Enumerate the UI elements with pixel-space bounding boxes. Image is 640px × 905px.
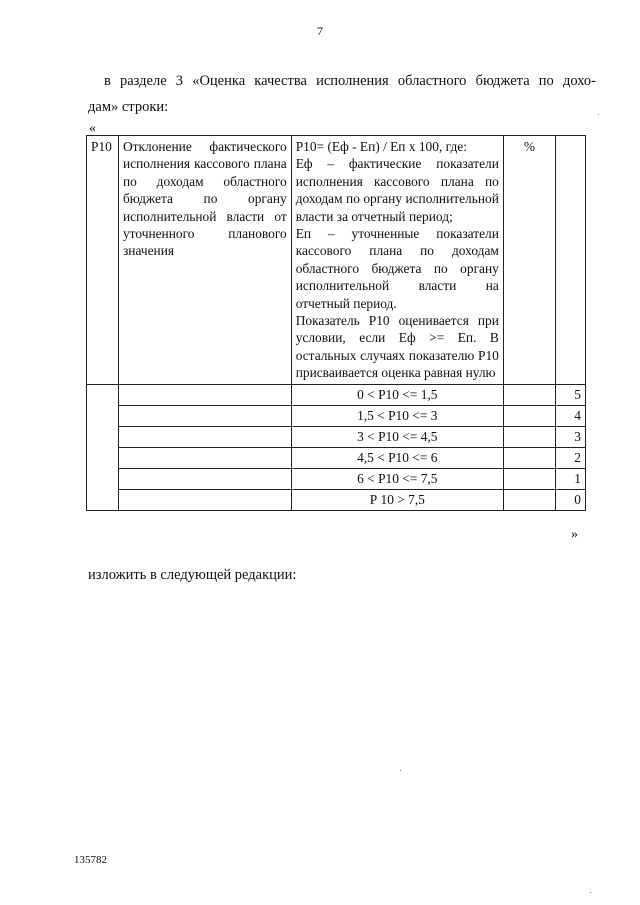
opening-quote: « — [89, 121, 96, 136]
score-cell: 4 — [556, 405, 586, 426]
table-cell-empty — [87, 384, 119, 510]
condition-cell: 6 < Р10 <= 7,5 — [291, 468, 503, 489]
formula-condition-note: Показатель Р10 оценивается при условии, если Еф >= Еп. В остальных случаях показателю Р10 присваивается оценка равная нулю — [295, 313, 499, 381]
intro-line-2: дам» строки: — [88, 99, 169, 115]
formula-ef-definition: Еф – фактические показатели исполнения кассового плана по доходам по органу исполнительной власти за отчетный период; — [295, 156, 499, 224]
condition-cell: 4,5 < Р10 <= 6 — [291, 447, 503, 468]
indicator-score-header — [556, 136, 586, 385]
condition-cell: 3 < Р10 <= 4,5 — [291, 426, 503, 447]
indicator-code: Р10 — [87, 136, 119, 385]
score-cell: 1 — [556, 468, 586, 489]
indicator-formula — [291, 136, 503, 385]
criteria-header-row — [87, 136, 586, 385]
score-cell: 5 — [556, 384, 586, 405]
table-row — [87, 384, 586, 405]
table-row — [87, 426, 586, 447]
score-cell: 2 — [556, 447, 586, 468]
scan-speck — [598, 114, 599, 115]
table-row — [87, 405, 586, 426]
table-row — [87, 468, 586, 489]
footer-document-code: 135782 — [74, 854, 107, 866]
table-cell-empty — [118, 405, 291, 426]
closing-quote: » — [571, 527, 578, 542]
table-cell-empty — [118, 426, 291, 447]
score-cell: 0 — [556, 489, 586, 510]
table-cell-empty — [503, 426, 555, 447]
score-cell: 3 — [556, 426, 586, 447]
table-cell-empty — [503, 447, 555, 468]
intro-line-1: в разделе 3 «Оценка качества исполнения областного бюджета по дохо- — [104, 73, 596, 89]
scan-speck — [590, 892, 591, 893]
formula-ep-definition: Еп – уточненные показатели кассового плана по доходам областного бюджета по органу исполнительной власти на отчетный период. — [295, 226, 499, 311]
scan-speck — [400, 770, 401, 771]
intro-paragraph — [88, 68, 596, 120]
table-cell-empty — [118, 489, 291, 510]
table-row — [87, 447, 586, 468]
condition-cell: Р 10 > 7,5 — [291, 489, 503, 510]
table-cell-empty — [503, 384, 555, 405]
indicator-description: Отклонение фактического исполнения кассового плана по доходам областного бюджета по органу исполнительной власти от уточненного планового значения — [118, 136, 291, 385]
page-number: 7 — [317, 24, 323, 38]
table-cell-empty — [118, 447, 291, 468]
criteria-table — [86, 135, 586, 511]
outro-paragraph: изложить в следующей редакции: — [88, 567, 297, 583]
formula-line: Р10= (Еф - Еп) / Еп х 100, где: — [295, 139, 467, 154]
table-row — [87, 489, 586, 510]
table-cell-empty — [503, 468, 555, 489]
indicator-unit: % — [503, 136, 555, 385]
condition-cell: 0 < Р10 <= 1,5 — [291, 384, 503, 405]
table-cell-empty — [503, 405, 555, 426]
condition-cell: 1,5 < Р10 <= 3 — [291, 405, 503, 426]
table-cell-empty — [118, 468, 291, 489]
table-cell-empty — [503, 489, 555, 510]
table-cell-empty — [118, 384, 291, 405]
